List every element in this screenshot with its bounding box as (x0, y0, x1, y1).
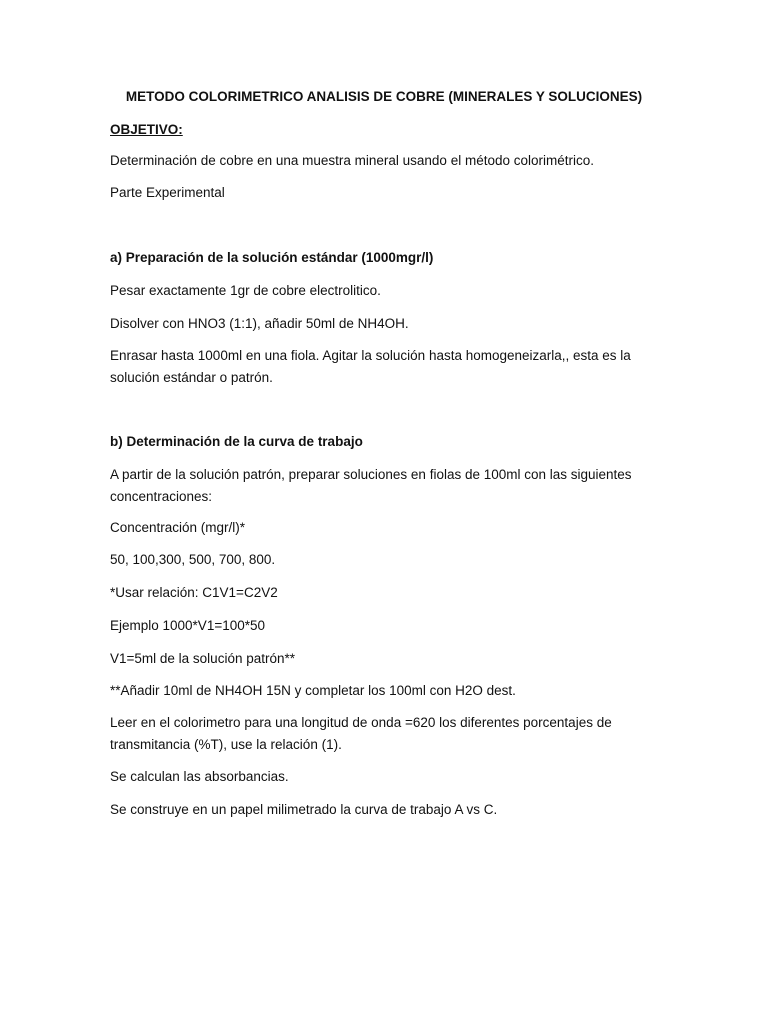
section-b-paragraph: Leer en el colorimetro para una longitud de onda =620 los diferentes porcentajes de transmitancia (%T), use la relación (1). (110, 715, 612, 752)
experimental-heading: Parte Experimental (110, 185, 225, 200)
section-b-paragraph: Se construye en un papel milimetrado la curva de trabajo A vs C. (110, 802, 498, 817)
objective-heading: OBJETIVO: (110, 122, 183, 137)
section-b-paragraph: Se calculan las absorbancias. (110, 769, 289, 784)
section-a-paragraph: Enrasar hasta 1000ml en una fiola. Agitar la solución hasta homogeneizarla,, esta es la solución estándar o patrón. (110, 348, 631, 385)
section-b-paragraph: Concentración (mgr/l)* (110, 520, 246, 535)
section-b-paragraph: A partir de la solución patrón, preparar soluciones en fiolas de 100ml con las siguientes concentraciones: (110, 467, 632, 504)
objective-text: Determinación de cobre en una muestra mineral usando el método colorimétrico. (110, 153, 594, 168)
section-b-paragraph: **Añadir 10ml de NH4OH 15N y completar los 100ml con H2O dest. (110, 683, 516, 698)
section-b-paragraph: *Usar relación: C1V1=C2V2 (110, 585, 278, 600)
document-title: METODO COLORIMETRICO ANALISIS DE COBRE (MINERALES Y SOLUCIONES) (125, 89, 643, 104)
section-a-paragraph: Pesar exactamente 1gr de cobre electrolitico. (110, 283, 381, 298)
section-b-heading: b) Determinación de la curva de trabajo (110, 434, 363, 449)
section-a-heading: a) Preparación de la solución estándar (1000mgr/l) (110, 250, 434, 265)
section-b-paragraph: Ejemplo 1000*V1=100*50 (110, 618, 265, 633)
section-b-paragraph: V1=5ml de la solución patrón** (110, 651, 295, 666)
section-a-paragraph: Disolver con HNO3 (1:1), añadir 50ml de NH4OH. (110, 316, 409, 331)
section-b-paragraph: 50, 100,300, 500, 700, 800. (110, 552, 276, 567)
